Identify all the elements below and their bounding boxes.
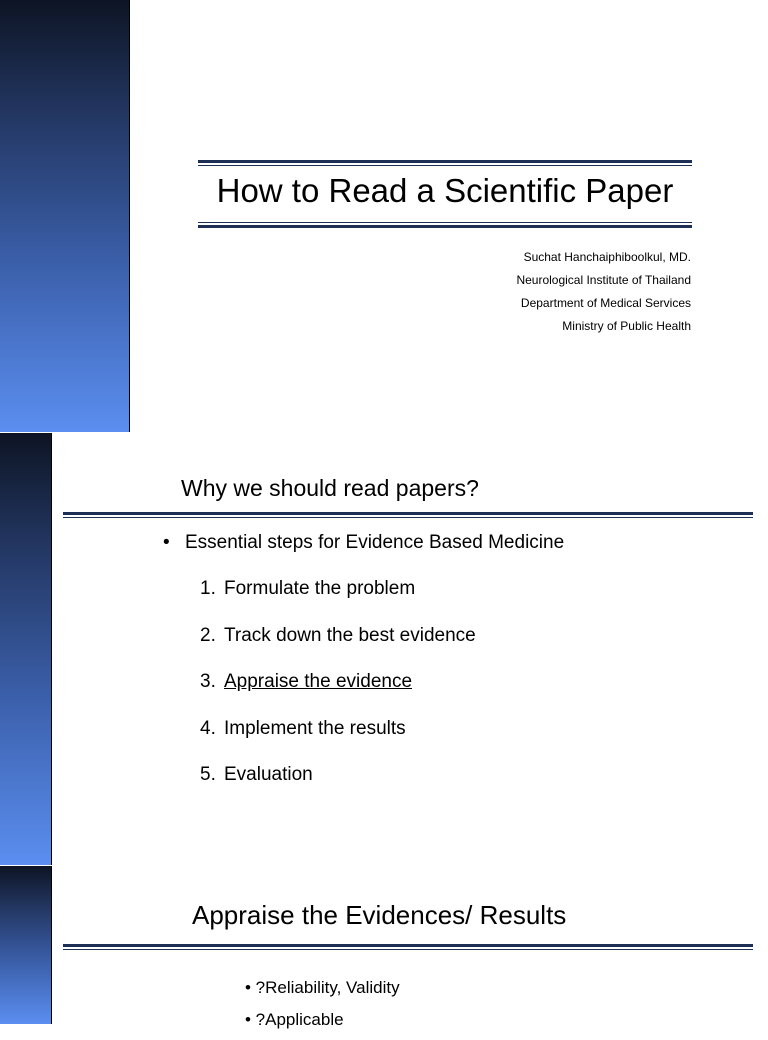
- slide1-top-rule-thin: [198, 165, 692, 166]
- step-number: 2.: [200, 624, 216, 646]
- bullet-text: Essential steps for Evidence Based Medicine: [185, 532, 565, 553]
- slide2-title: Why we should read papers?: [181, 475, 479, 501]
- slide1-sidebar: [0, 0, 130, 432]
- bullet-symbol: •: [163, 532, 170, 553]
- step-item: [200, 623, 476, 670]
- step-item: [200, 669, 476, 716]
- step-item: [200, 576, 476, 623]
- step-text: Evaluation: [224, 764, 313, 785]
- slide3-rule: [63, 944, 753, 947]
- author-ministry: Ministry of Public Health: [562, 319, 691, 333]
- author-name: Suchat Hanchaiphiboolkul, MD.: [523, 250, 691, 264]
- slide3-title: Appraise the Evidences/ Results: [192, 900, 567, 930]
- slide3-rule-thin: [63, 949, 753, 950]
- slide2-rule-thin: [63, 517, 753, 518]
- slide3-item: • ?Applicable: [245, 1010, 344, 1029]
- step-number: 3.: [200, 671, 216, 692]
- slide3-list: [245, 976, 400, 1040]
- slide3-sidebar: [0, 866, 52, 1024]
- step-text: Track down the best evidence: [224, 624, 476, 646]
- slide1-bottom-rule-thin: [198, 222, 692, 223]
- steps-list: [200, 576, 476, 809]
- step-text: Formulate the problem: [224, 578, 416, 599]
- slide1-top-rule: [198, 160, 692, 163]
- slide2-rule: [63, 512, 753, 515]
- slide3-item: • ?Reliability, Validity: [245, 978, 400, 997]
- step-item: [200, 762, 476, 809]
- slide2-sidebar: [0, 433, 52, 865]
- author-block: [516, 246, 691, 338]
- step-number: 4.: [200, 717, 216, 739]
- slide1-title: How to Read a Scientific Paper: [216, 172, 674, 209]
- step-text: Implement the results: [224, 717, 406, 739]
- slide2-bullet: [163, 532, 564, 554]
- slide1-bottom-rule: [198, 225, 692, 228]
- step-text-link[interactable]: Appraise the evidence: [224, 671, 413, 692]
- step-number: 1.: [200, 578, 216, 599]
- author-institute: Neurological Institute of Thailand: [516, 273, 691, 287]
- author-department: Department of Medical Services: [520, 296, 691, 310]
- step-number: 5.: [200, 764, 216, 785]
- step-item: [200, 716, 476, 763]
